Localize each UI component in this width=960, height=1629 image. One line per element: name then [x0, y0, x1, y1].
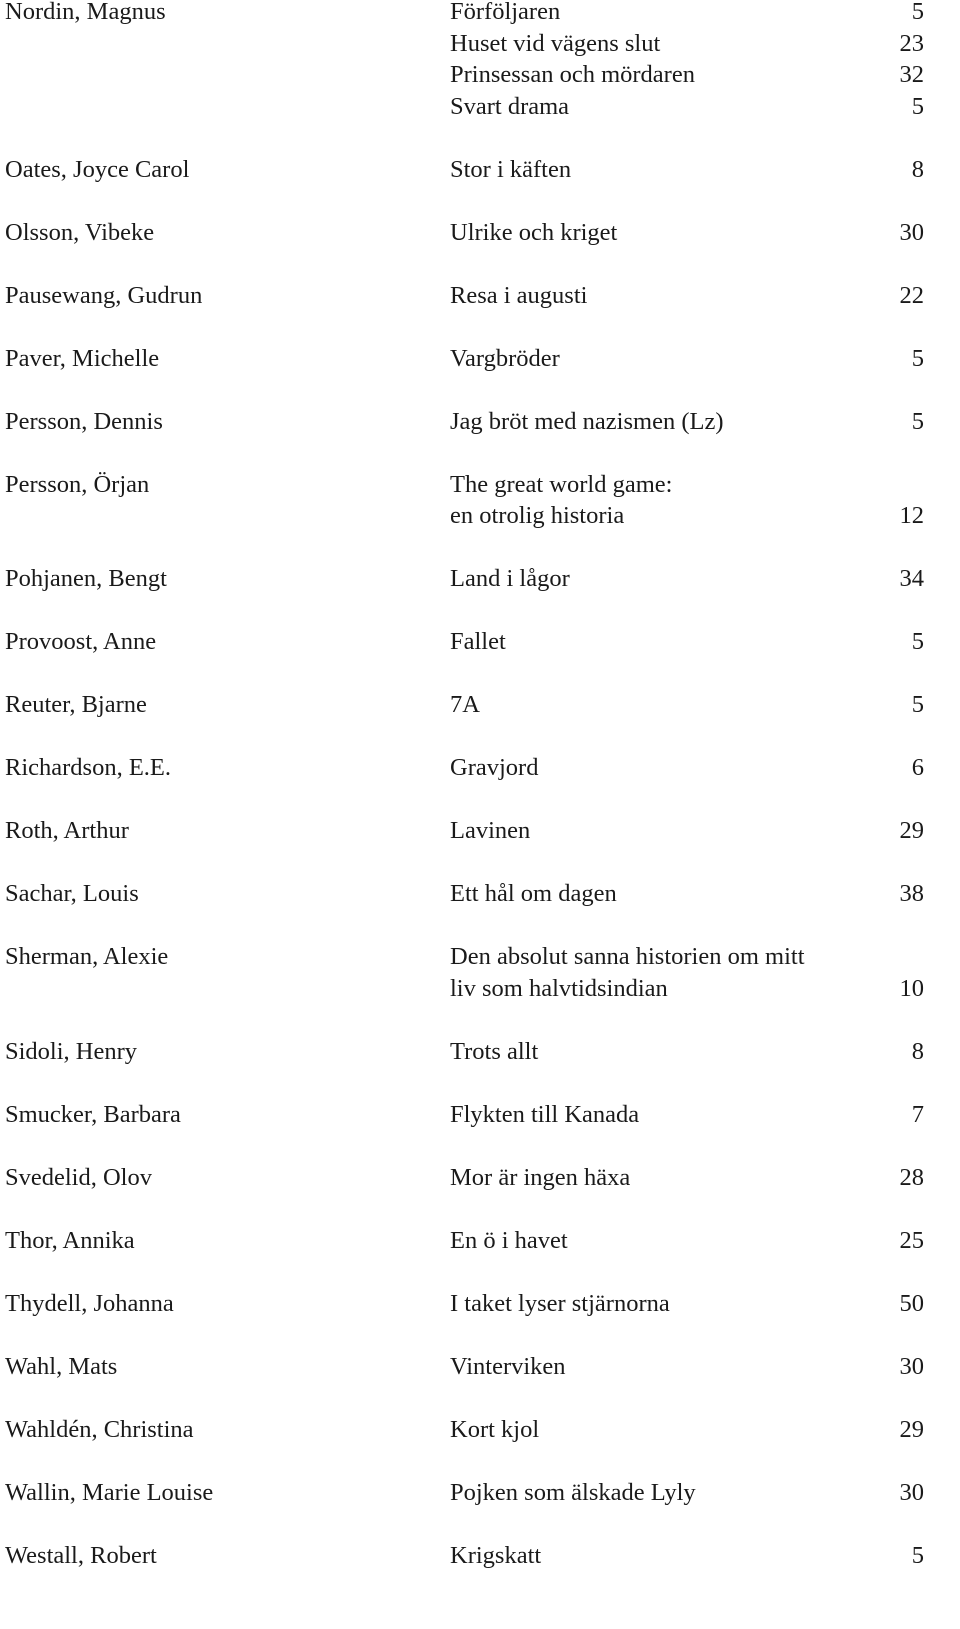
author-name: Paver, Michelle	[5, 344, 160, 372]
loan-count: 5	[911, 691, 924, 718]
loan-count: 10	[899, 974, 924, 1002]
loan-count: 30	[899, 218, 924, 246]
title-list	[450, 815, 924, 847]
title-list	[450, 469, 924, 532]
author-name: Westall, Robert	[5, 1541, 157, 1569]
author-name: Sachar, Louis	[5, 880, 139, 907]
title-list	[450, 1099, 924, 1131]
author-name: Oates, Joyce Carol	[5, 155, 190, 183]
loan-count: 7	[911, 1100, 924, 1128]
book-title: Jag bröt med nazismen (Lz)	[450, 407, 724, 435]
title-list	[450, 563, 924, 595]
author-name: Reuter, Bjarne	[5, 691, 147, 718]
book-title: Prinsessan och mördaren	[450, 61, 695, 88]
title-list	[450, 1162, 924, 1194]
book-title: The great world game:	[450, 470, 673, 498]
author-name: Richardson, E.E.	[5, 754, 172, 781]
title-list	[450, 0, 924, 122]
title-list	[450, 752, 924, 784]
book-title: Kort kjol	[450, 1415, 540, 1443]
loan-count: 25	[899, 1226, 924, 1254]
title-line	[450, 878, 924, 910]
author-name: Olsson, Vibeke	[5, 218, 155, 246]
loan-count: 23	[899, 29, 924, 57]
loan-count: 5	[911, 407, 924, 435]
title-list	[450, 280, 924, 312]
title-line	[450, 280, 924, 312]
author-name: Sherman, Alexie	[5, 943, 169, 970]
author-name: Wallin, Marie Louise	[5, 1478, 214, 1506]
author-name: Provoost, Anne	[5, 628, 157, 655]
title-line	[450, 815, 924, 847]
title-line	[450, 689, 924, 721]
loan-count: 50	[899, 1289, 924, 1317]
book-title: Gravjord	[450, 754, 539, 781]
title-line	[450, 1540, 924, 1572]
title-line	[450, 626, 924, 658]
title-line	[450, 941, 924, 973]
title-list	[450, 1036, 924, 1068]
author-name: Roth, Arthur	[5, 817, 129, 844]
book-title: Ulrike och kriget	[450, 218, 618, 246]
loan-count: 30	[899, 1478, 924, 1506]
book-title: Stor i käften	[450, 155, 572, 183]
title-line	[450, 59, 924, 91]
loan-count: 6	[911, 754, 924, 781]
author-name: Svedelid, Olov	[5, 1163, 152, 1191]
loan-count: 8	[911, 1037, 924, 1065]
loan-count: 30	[899, 1352, 924, 1380]
loan-count: 29	[899, 1415, 924, 1443]
loan-count: 34	[899, 565, 924, 592]
author-name: Pausewang, Gudrun	[5, 281, 203, 309]
loan-count: 32	[899, 61, 924, 88]
loan-count: 28	[899, 1163, 924, 1191]
loan-count: 12	[899, 502, 924, 529]
title-line	[450, 28, 924, 60]
book-title: Land i lågor	[450, 565, 570, 592]
title-line	[450, 752, 924, 784]
title-line	[450, 973, 924, 1005]
book-title: Förföljaren	[450, 0, 561, 25]
author-name: Smucker, Barbara	[5, 1100, 181, 1128]
book-title: I taket lyser stjärnorna	[450, 1289, 670, 1317]
title-list	[450, 1225, 924, 1257]
loan-count: 5	[911, 344, 924, 372]
author-name: Thydell, Johanna	[5, 1289, 174, 1317]
title-line	[450, 154, 924, 186]
title-list	[450, 1414, 924, 1446]
loan-count: 29	[899, 817, 924, 844]
title-list	[450, 941, 924, 1004]
title-line	[450, 91, 924, 123]
title-list	[450, 878, 924, 910]
title-list	[450, 1477, 924, 1509]
title-line	[450, 1351, 924, 1383]
author-name: Thor, Annika	[5, 1226, 135, 1254]
author-name: Wahldén, Christina	[5, 1415, 194, 1443]
book-title: Den absolut sanna historien om mitt	[450, 943, 805, 970]
book-title: 7A	[450, 691, 480, 718]
author-name: Persson, Örjan	[5, 470, 150, 498]
title-list	[450, 154, 924, 186]
loan-count: 5	[911, 1541, 924, 1569]
author-name: Nordin, Magnus	[5, 0, 166, 25]
loan-count: 38	[899, 880, 924, 907]
book-title: Krigskatt	[450, 1541, 542, 1569]
title-line	[450, 0, 924, 28]
title-line	[450, 1477, 924, 1509]
title-list	[450, 343, 924, 375]
title-line	[450, 469, 924, 501]
author-name: Pohjanen, Bengt	[5, 565, 167, 592]
loan-count: 5	[911, 628, 924, 655]
title-line	[450, 1099, 924, 1131]
loan-count: 8	[911, 155, 924, 183]
book-title: Vargbröder	[450, 344, 560, 372]
author-name: Wahl, Mats	[5, 1352, 118, 1380]
book-title: Svart drama	[450, 92, 570, 120]
loan-count: 5	[911, 0, 924, 25]
book-title: Lavinen	[450, 817, 531, 844]
title-line	[450, 406, 924, 438]
book-title: Flykten till Kanada	[450, 1100, 640, 1128]
book-title: Ett hål om dagen	[450, 880, 617, 907]
title-list	[450, 1288, 924, 1320]
book-title: Resa i augusti	[450, 281, 588, 309]
book-title: Vinterviken	[450, 1352, 566, 1380]
title-list	[450, 1351, 924, 1383]
title-line	[450, 1036, 924, 1068]
title-line	[450, 563, 924, 595]
book-title: Trots allt	[450, 1037, 539, 1065]
title-line	[450, 217, 924, 249]
title-line	[450, 343, 924, 375]
title-line	[450, 1225, 924, 1257]
title-list	[450, 217, 924, 249]
title-list	[450, 689, 924, 721]
book-title: liv som halvtidsindian	[450, 974, 668, 1002]
title-list	[450, 626, 924, 658]
book-title: Pojken som älskade Lyly	[450, 1478, 696, 1506]
book-title: Fallet	[450, 628, 506, 655]
book-title: Huset vid vägens slut	[450, 29, 661, 57]
author-name: Sidoli, Henry	[5, 1037, 138, 1065]
title-list	[450, 1540, 924, 1572]
loan-count: 22	[899, 281, 924, 309]
title-line	[450, 1162, 924, 1194]
author-name: Persson, Dennis	[5, 407, 163, 435]
book-title: en otrolig historia	[450, 502, 625, 529]
title-line	[450, 1414, 924, 1446]
title-line	[450, 500, 924, 532]
book-title: En ö i havet	[450, 1226, 568, 1254]
loan-count: 5	[911, 92, 924, 120]
title-line	[450, 1288, 924, 1320]
title-list	[450, 406, 924, 438]
book-title: Mor är ingen häxa	[450, 1163, 631, 1191]
